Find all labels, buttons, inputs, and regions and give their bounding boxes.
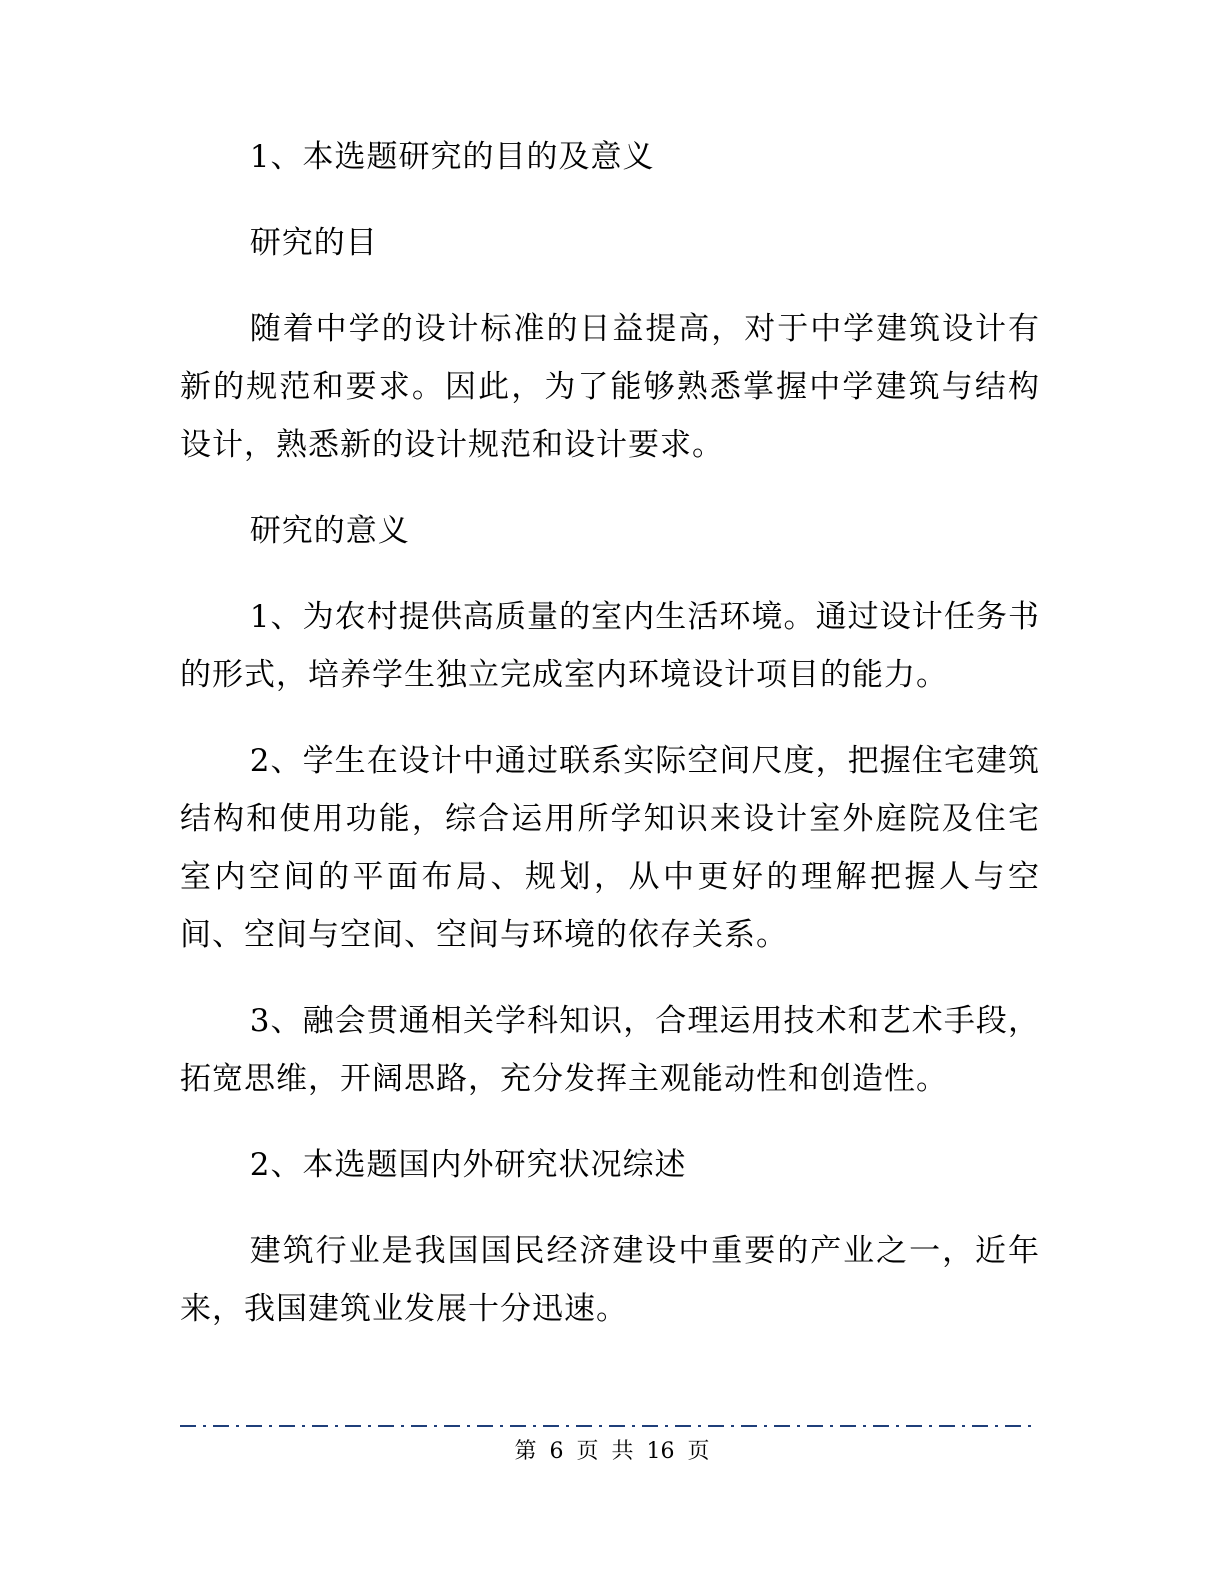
paragraph-significance-3: 3、融会贯通相关学科知识，合理运用技术和艺术手段，拓宽思维，开阔思路，充分发挥主观能动性和创造性。: [180, 1003, 1040, 1097]
paragraph-significance-2: 2、学生在设计中通过联系实际空间尺度，把握住宅建筑结构和使用功能，综合运用所学知识来设计室外庭院及住宅室内空间的平面布局、规划，从中更好的理解把握人与空间、空间与空间、空间与环境的依存关系。: [180, 743, 1040, 953]
subheading-research-goal: 研究的目: [249, 225, 378, 261]
dash-dot-line: [180, 1424, 1036, 1428]
section-heading-purpose: 1、本选题研究的目的及意义: [249, 139, 655, 175]
document-body: [180, 128, 1040, 1338]
section-heading-review: 2、本选题国内外研究状况综述: [249, 1147, 687, 1183]
paragraph-review-body: 建筑行业是我国国民经济建设中重要的产业之一，近年来，我国建筑业发展十分迅速。: [180, 1233, 1040, 1327]
page-number: 第 6 页 共 16 页: [514, 1439, 710, 1464]
subheading-research-significance: 研究的意义: [249, 513, 410, 549]
paragraph-goal-body: 随着中学的设计标准的日益提高，对于中学建筑设计有新的规范和要求。因此，为了能够熟悉掌握中学建筑与结构设计，熟悉新的设计规范和设计要求。: [180, 311, 1040, 463]
paragraph-significance-1: 1、为农村提供高质量的室内生活环境。通过设计任务书的形式，培养学生独立完成室内环境设计项目的能力。: [180, 599, 1040, 693]
